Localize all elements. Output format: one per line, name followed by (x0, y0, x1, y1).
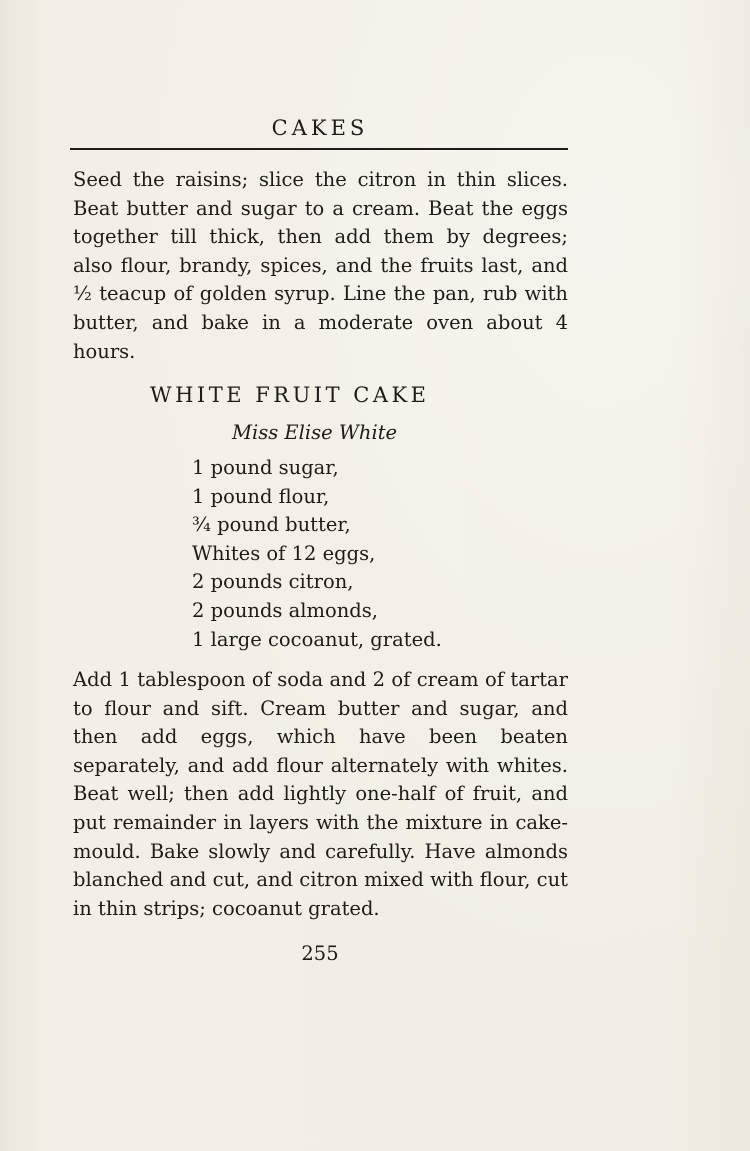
recipe-instructions: Add 1 tablespoon of soda and 2 of cream of tartar to flour and sift. Cream butter and sugar, and then add eggs, which have been beaten separately, and add flour alternately with whites. Beat well; then add lightly one-half of fruit, and put remainder in layers with the mixture in cake-mould. Bake slowly and carefully. Have almonds blanched and cut, and citron mixed with flour, cut in thin strips; cocoanut grated. (73, 668, 568, 920)
recipe-author: Miss Elise White (232, 421, 398, 444)
ingredient-item: 1 pound flour, (192, 484, 330, 508)
ingredient-list (192, 454, 442, 654)
ingredient-item: 1 large cocoanut, grated. (192, 627, 442, 651)
header-rule (70, 148, 568, 150)
intro-paragraph: Seed the raisins; slice the citron in thin slices. Beat butter and sugar to a cream. Beat the eggs together till thick, then add them by degrees; also flour, brandy, spices, and the fruits last, and ½ teacup of golden syrup. Line the pan, rub with butter, and bake in a moderate oven about 4 hours. (73, 168, 568, 363)
recipe-title: WHITE FRUIT CAKE (150, 383, 430, 407)
page-number: 255 (301, 942, 339, 965)
ingredient-item: 1 pound sugar, (192, 456, 339, 479)
ingredient-item: Whites of 12 eggs, (192, 541, 376, 565)
ingredient-item: 2 pounds citron, (192, 570, 354, 594)
running-header: CAKES (271, 116, 369, 140)
ingredient-item: ¾ pound butter, (192, 513, 351, 537)
ingredient-item: 2 pounds almonds, (192, 598, 378, 622)
